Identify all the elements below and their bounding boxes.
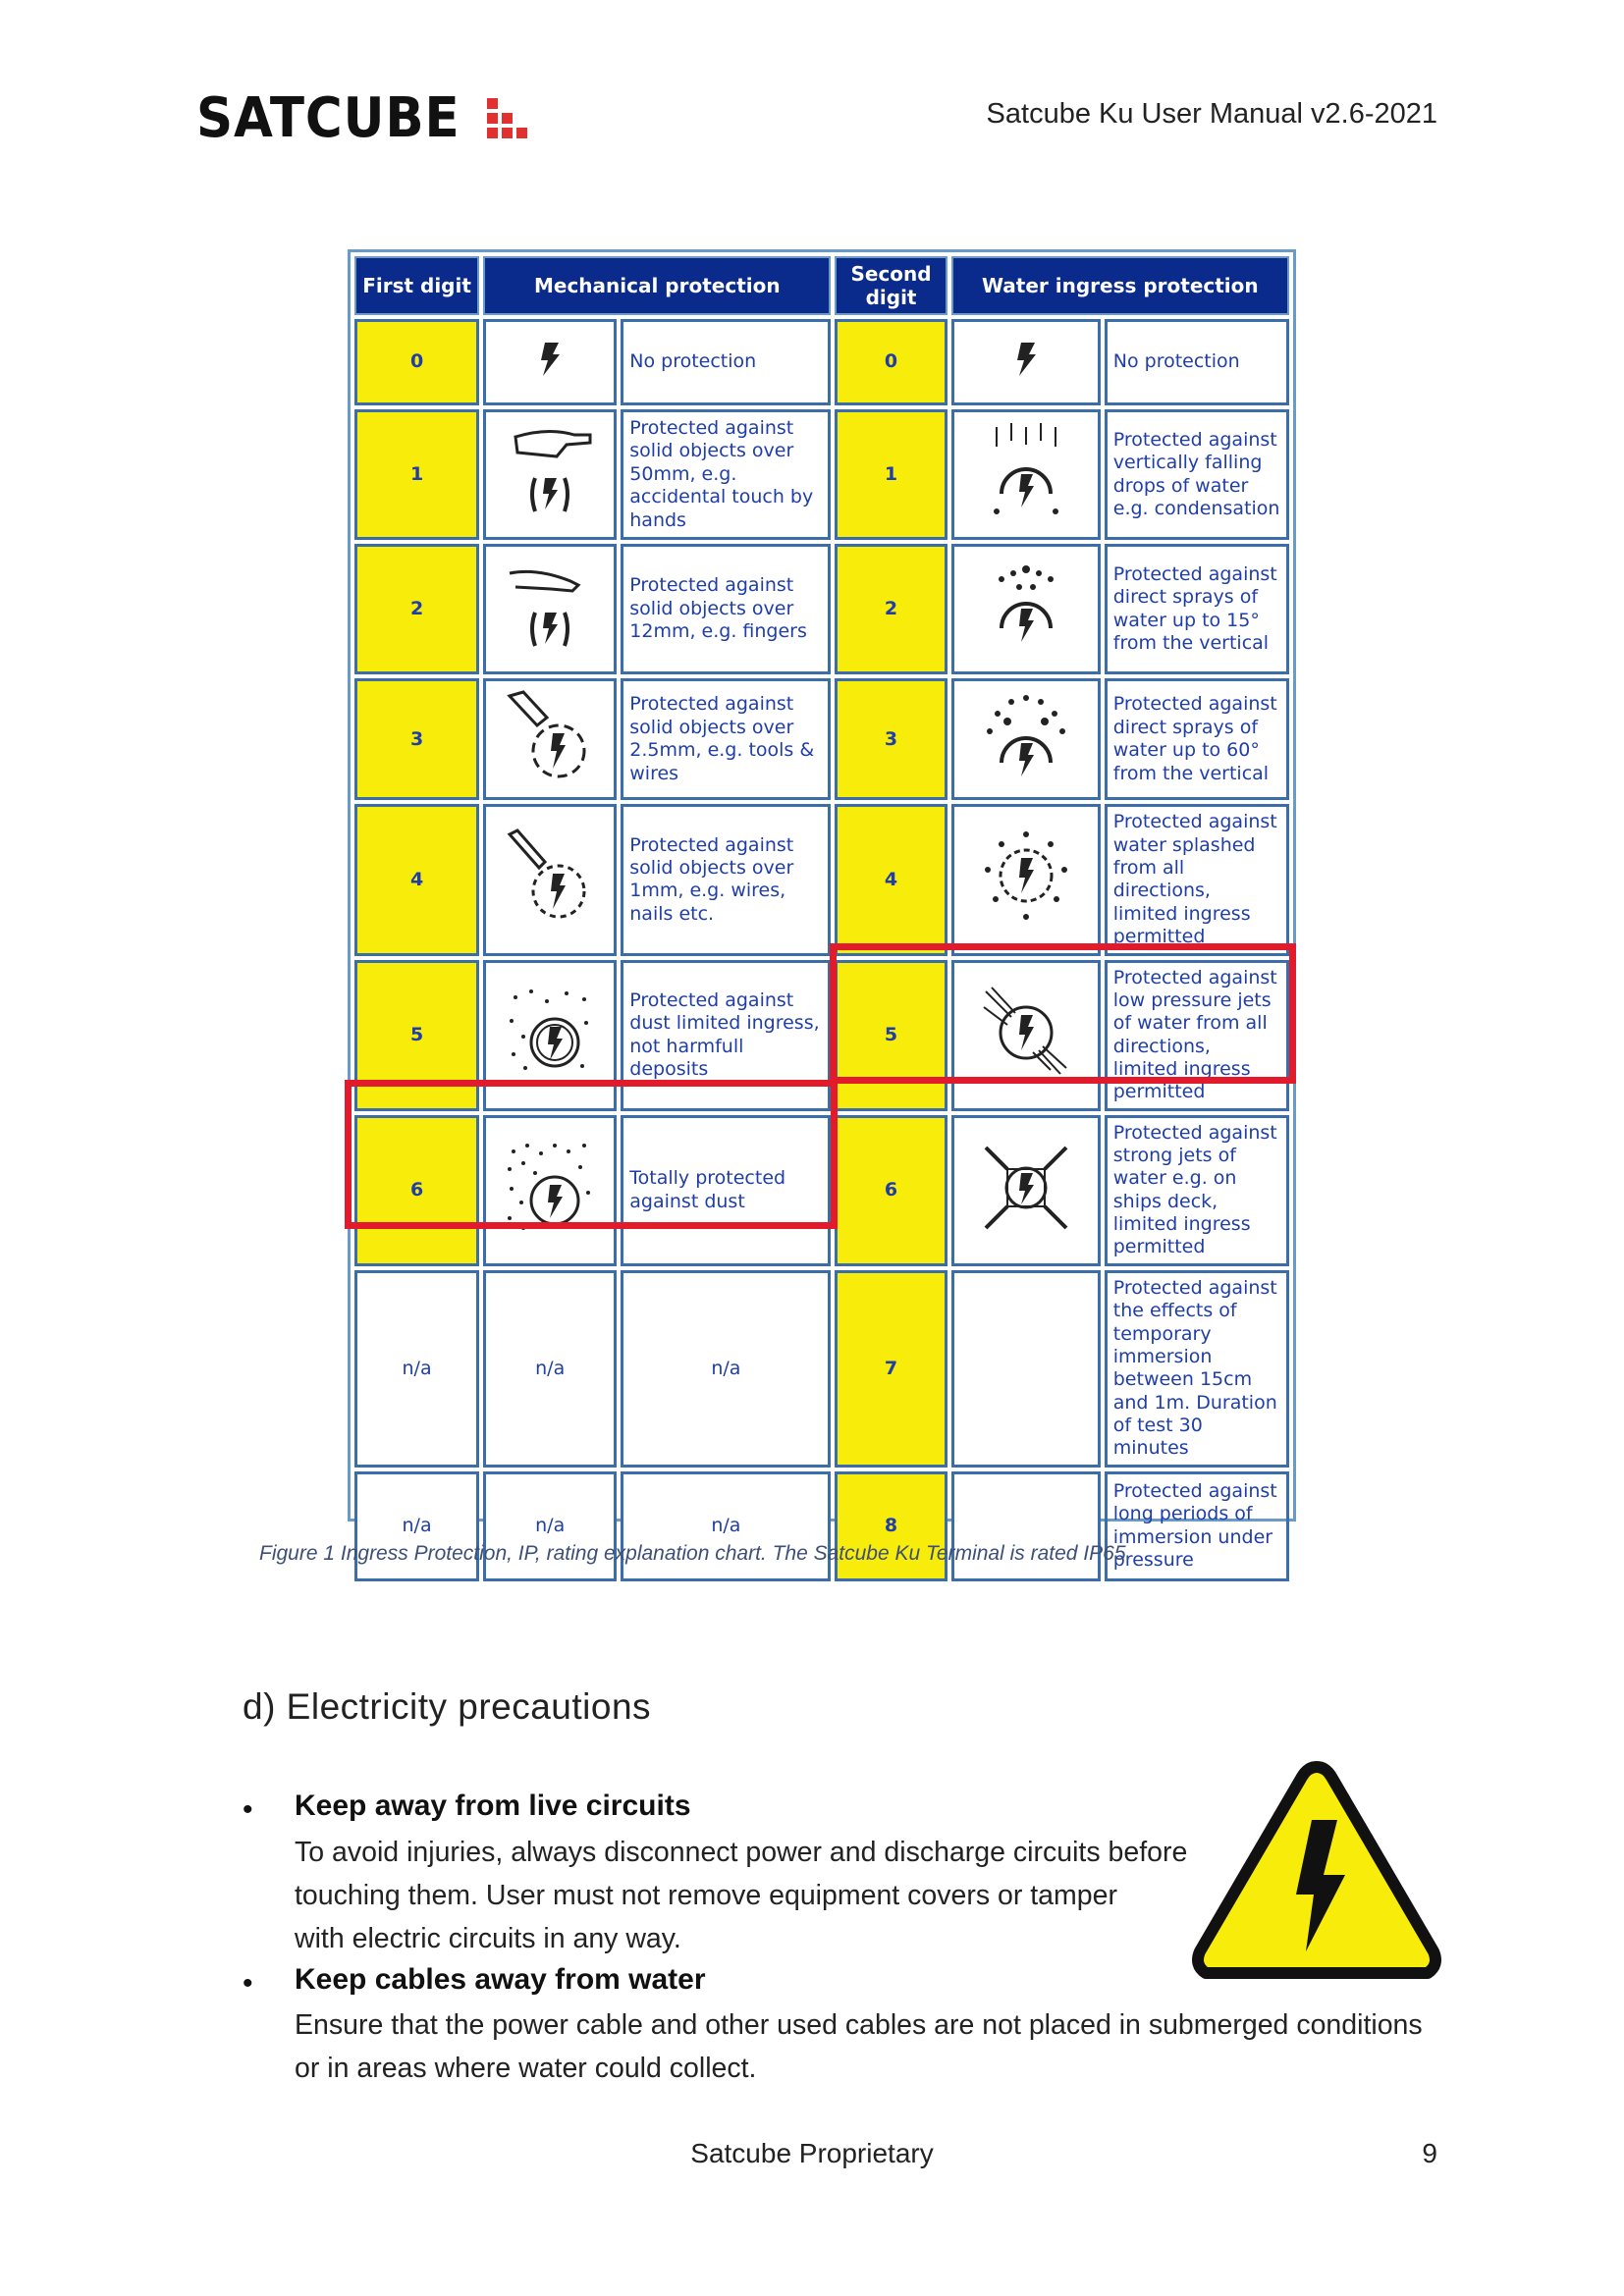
spray-60deg-icon [951,678,1101,800]
electric-hazard-warning-icon [1188,1757,1445,1985]
second-digit-cell: 2 [835,544,947,674]
highlight-first-digit-6 [345,1080,838,1229]
finger-icon [483,544,617,674]
strong-jets-icon [951,1115,1101,1266]
header-mechanical: Mechanical protection [483,256,831,315]
table-row [354,544,1289,674]
mechanical-desc: Protected against dust limited ingress, not harmfull deposits [621,960,831,1111]
second-digit-cell: 6 [835,1115,947,1266]
second-digit-cell: 4 [835,804,947,955]
bullet-dot-icon: • [243,1967,253,2000]
second-digit-cell: 3 [835,678,947,800]
mechanical-desc: Protected against solid objects over 12mm, e.g. fingers [621,544,831,674]
document-title: Satcube Ku User Manual v2.6-2021 [986,98,1437,130]
water-desc: No protection [1105,319,1289,405]
mechanical-desc: No protection [621,319,831,405]
bullet-body: Ensure that the power cable and other used cables are not placed in submerged conditions or in areas where water could collect. [295,2009,1423,2084]
first-digit-cell: 4 [354,804,479,955]
bullet-dot-icon: • [243,1793,253,1826]
first-digit-cell: 5 [354,960,479,1111]
first-digit-na: n/a [354,1471,479,1581]
hand-icon [483,409,617,540]
mechanical-desc: Totally protected against dust [621,1115,831,1266]
satcube-logo [196,86,527,150]
table-row [354,678,1289,800]
table-row [354,409,1289,540]
table-row [354,319,1289,405]
spray-15deg-icon [951,544,1101,674]
no-protection-icon [483,319,617,405]
first-digit-cell: 3 [354,678,479,800]
water-desc: Protected against direct sprays of water up to 60° from the vertical [1105,678,1289,800]
mech-icon-na: n/a [483,1471,617,1581]
water-desc: Protected against low pressure jets of water from all directions, limited ingress permitted [1105,960,1289,1111]
water-desc: Protected against vertically falling drops of water e.g. condensation [1105,409,1289,540]
mech-desc-na: n/a [621,1270,831,1468]
falling-drops-icon [951,409,1101,540]
second-digit-cell: 1 [835,409,947,540]
water-desc: Protected against direct sprays of water up to 15° from the vertical [1105,544,1289,674]
mech-icon-na: n/a [483,1270,617,1468]
logo-text: SATCUBE [196,86,460,150]
table-row [354,1270,1289,1468]
tool-icon [483,678,617,800]
page-number: 9 [1422,2138,1437,2168]
no-protection-icon [951,319,1101,405]
splash-all-directions-icon [951,804,1101,955]
section-title: d) Electricity precautions [243,1686,652,1727]
empty-icon-cell [951,1270,1101,1468]
water-desc: Protected against water splashed from all directions, limited ingress permitted [1105,804,1289,955]
mechanical-desc: Protected against solid objects over 2.5mm, e.g. tools & wires [621,678,831,800]
footer-label: Satcube Proprietary [690,2138,934,2168]
table-row [354,804,1289,955]
highlight-second-digit-5 [830,943,1296,1084]
second-digit-cell: 7 [835,1270,947,1468]
bullet-body: To avoid injuries, always disconnect power and discharge circuits before touching them. User must not remove equipment covers or tamper with electric circuits in any way. [295,1837,1188,1954]
first-digit-cell: 0 [354,319,479,405]
bullet-heading: Keep cables away from water [295,1963,706,1996]
second-digit-cell: 5 [835,960,947,1111]
bullet-heading: Keep away from live circuits [295,1789,691,1822]
figure-caption: Figure 1 Ingress Protection, IP, rating explanation chart. The Satcube Ku Terminal is rated IP65. [259,1542,1132,1565]
second-digit-cell: 0 [835,319,947,405]
header-second-digit: Second digit [835,256,947,315]
wire-icon [483,804,617,955]
water-desc: Protected against strong jets of water e.g. on ships deck, limited ingress permitted [1105,1115,1289,1266]
water-desc: Protected against the effects of temporary immersion between 15cm and 1m. Duration of test 30 minutes [1105,1270,1289,1468]
header-water: Water ingress protection [951,256,1289,315]
first-digit-cell: 2 [354,544,479,674]
first-digit-cell: 6 [354,1115,479,1266]
mech-desc-na: n/a [621,1471,831,1581]
first-digit-cell: 1 [354,409,479,540]
second-digit-cell: 8 [835,1471,947,1581]
water-desc: Protected against long periods of immersion under pressure [1105,1471,1289,1581]
header-first-digit: First digit [354,256,479,315]
logo-dots-icon [487,98,527,138]
mechanical-desc: Protected against solid objects over 50mm, e.g. accidental touch by hands [621,409,831,540]
first-digit-na: n/a [354,1270,479,1468]
ip-table [351,252,1293,1585]
mechanical-desc: Protected against solid objects over 1mm, e.g. wires, nails etc. [621,804,831,955]
